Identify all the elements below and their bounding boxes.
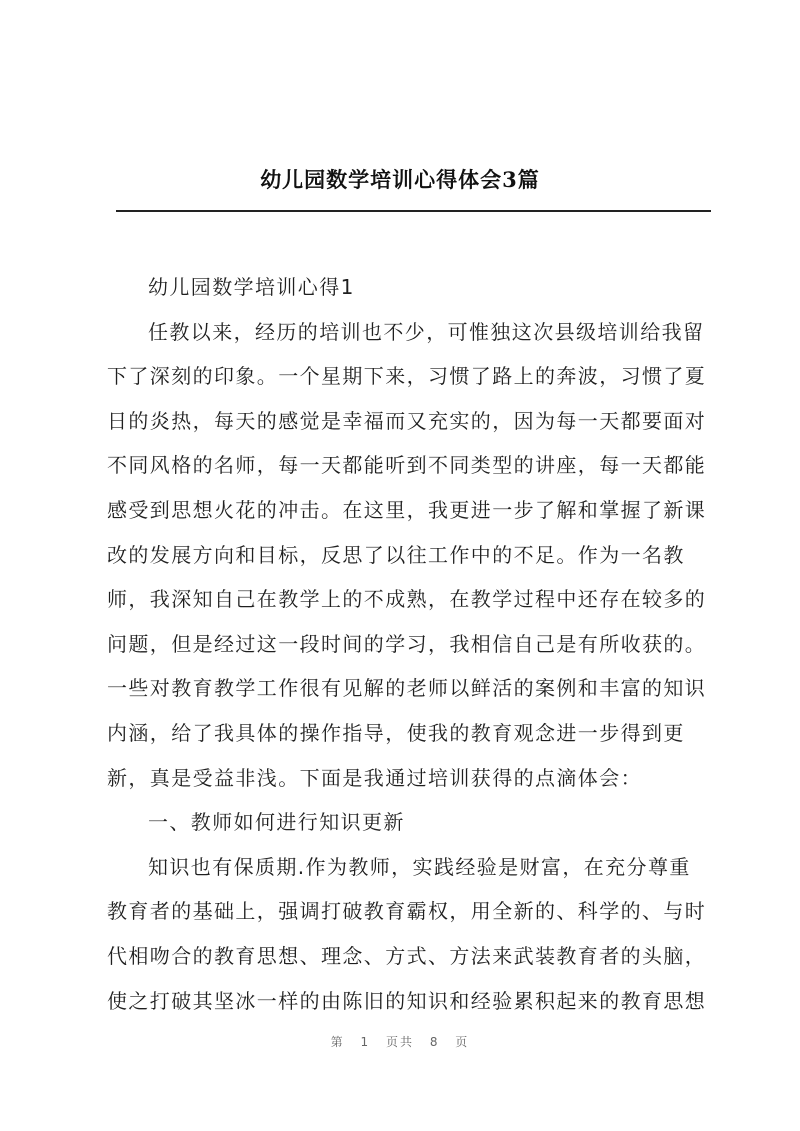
- paragraph-line: 问题，但是经过这一段时间的学习，我相信自己是有所收获的。: [107, 631, 707, 656]
- paragraph-line: 改的发展方向和目标，反思了以往工作中的不足。作为一名教: [107, 542, 685, 567]
- page-footer: [0, 1033, 800, 1050]
- paragraph-line: 代相吻合的教育思想、理念、方式、方法来武装教育者的头脑，: [107, 943, 707, 968]
- paragraph-line: 任教以来，经历的培训也不少，可惟独这次县级培训给我留: [148, 319, 705, 344]
- footer-page-number: 1: [360, 1035, 371, 1049]
- paragraph-line: 日的炎热，每天的感觉是幸福而又充实的，因为每一天都要面对: [107, 408, 707, 433]
- paragraph-line: 下了深刻的印象。一个星期下来，习惯了路上的奔波，习惯了夏: [107, 364, 707, 389]
- paragraph-line: 知识也有保质期.作为教师，实践经验是财富，在充分尊重: [148, 854, 691, 879]
- paragraph-line: 不同风格的名师，每一天都能听到不同类型的讲座，每一天都能: [107, 453, 707, 478]
- section-heading: 幼儿园数学培训心得1: [148, 275, 355, 299]
- paragraph-line: 新，真是受益非浅。下面是我通过培训获得的点滴体会：: [107, 765, 642, 790]
- paragraph-line: 使之打破其坚冰一样的由陈旧的知识和经验累积起来的教育思想: [107, 988, 707, 1013]
- paragraph-line: 感受到思想火花的冲击。在这里，我更进一步了解和掌握了新课: [107, 497, 707, 522]
- document-title: 幼儿园数学培训心得体会3篇: [260, 167, 540, 192]
- footer-middle: 页共: [385, 1035, 414, 1049]
- footer-prefix: 第: [330, 1035, 345, 1049]
- paragraph-line: 一些对教育教学工作很有见解的老师以鲜活的案例和丰富的知识: [107, 676, 707, 701]
- title-underline: [116, 210, 711, 212]
- footer-suffix: 页: [455, 1035, 470, 1049]
- footer-total-pages: 8: [429, 1035, 440, 1049]
- subsection-heading: 一、教师如何进行知识更新: [148, 810, 405, 835]
- paragraph-line: 教育者的基础上，强调打破教育霸权，用全新的、科学的、与时: [107, 899, 707, 924]
- document-body: [107, 265, 707, 1023]
- paragraph-line: 师，我深知自己在教学上的不成熟，在教学过程中还存在较多的: [107, 587, 707, 612]
- paragraph-line: 内涵，给了我具体的操作指导，使我的教育观念进一步得到更: [107, 720, 685, 745]
